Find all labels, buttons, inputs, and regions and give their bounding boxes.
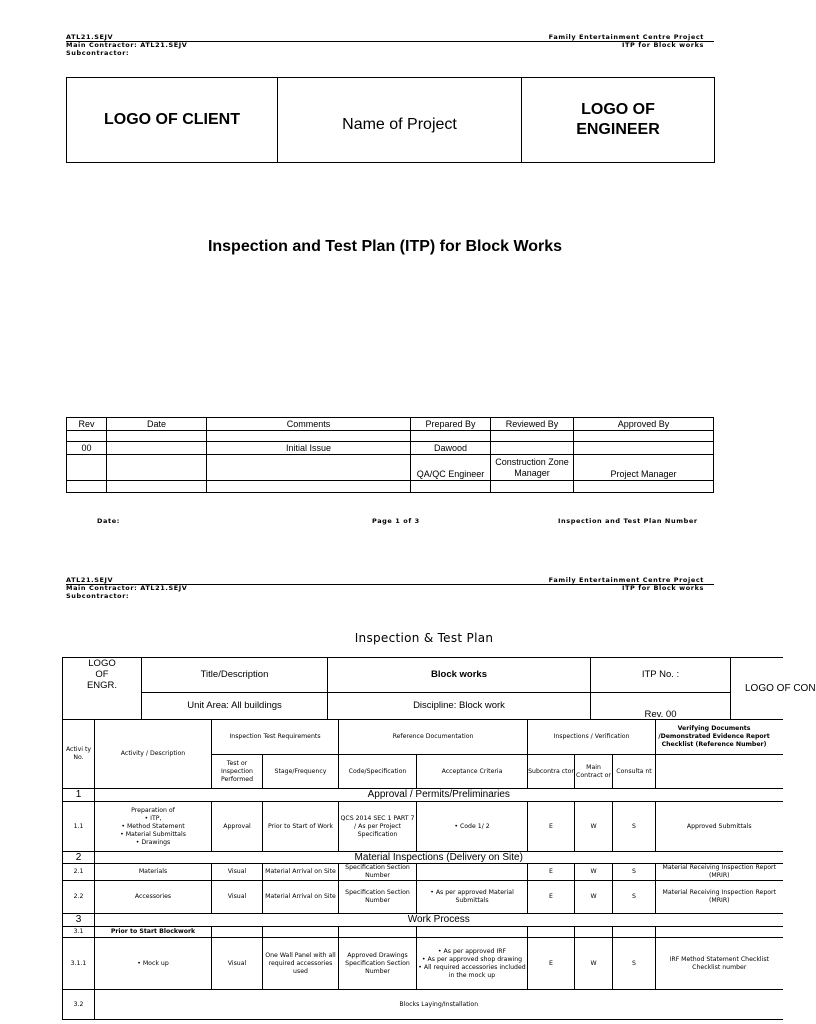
activity-desc	[95, 802, 212, 852]
consultant-code: S	[613, 802, 656, 852]
list-item: • As per approved IRF	[417, 948, 527, 956]
list-item: • ITP,	[95, 815, 211, 823]
activity-desc: Prior to Start Blockwork	[95, 927, 212, 938]
activity-desc-list	[95, 815, 211, 847]
list-item: • Drawings	[95, 839, 211, 847]
rev-header: Rev	[67, 418, 107, 431]
table-row	[67, 481, 714, 493]
consultant-code: S	[613, 938, 656, 990]
subcontractor-code: E	[528, 802, 575, 852]
table-cell	[107, 455, 207, 481]
col-verifying-docs-text: Verifying Documents /Demonstrated Evidence Report Checklist (Reference Number)	[658, 725, 770, 748]
col-main-contractor: Main Contract or	[575, 755, 613, 789]
header-itp-name: ITP for Block works	[622, 584, 704, 592]
code-specification: Approved Drawings Specification Section Number	[339, 938, 417, 990]
list-item: • Method Statement	[95, 823, 211, 831]
table-cell: 00	[67, 442, 107, 455]
stage-frequency: One Wall Panel with all required accessories used	[263, 938, 339, 990]
list-item: • All required accessories included in the mock up	[417, 964, 527, 980]
verifying-document: Approved Submittals	[656, 802, 783, 852]
table-cell: Project Manager	[574, 455, 714, 481]
table-row	[63, 881, 783, 914]
col-verifying-docs	[656, 720, 783, 755]
test-performed: Visual	[212, 938, 263, 990]
approved-by-header: Approved By	[574, 418, 714, 431]
revision-number: Rev. 00	[591, 693, 731, 720]
activity-no: 2.1	[63, 864, 95, 881]
table-cell	[574, 431, 714, 442]
logo-of-contractor	[731, 658, 816, 720]
footer-page: Page 1 of 3	[372, 517, 420, 525]
table-cell	[491, 431, 574, 442]
col-reference-doc: Reference Documentation	[339, 720, 528, 755]
section-title: Approval / Permits/Preliminaries	[95, 789, 783, 802]
logo-of-engr: LOGO OF ENGR.	[63, 658, 142, 720]
logo-of-contractor-text: LOGO OF CON	[745, 682, 816, 694]
main-contractor-code: W	[575, 881, 613, 914]
table-cell	[107, 442, 207, 455]
verifying-document: Material Receiving Inspection Report (MRIR)	[656, 864, 783, 881]
col-verifying-blank	[656, 755, 783, 789]
table-cell	[67, 481, 107, 493]
header-main-contractor: Main Contractor: ATL21.SEJV	[66, 584, 188, 592]
table-cell	[574, 481, 714, 493]
list-item: • As per approved Material Submittals	[417, 889, 527, 905]
logo-of-client: LOGO OF CLIENT	[67, 78, 278, 163]
section-row	[63, 789, 783, 802]
section-title: Material Inspections (Delivery on Site)	[95, 852, 783, 864]
itp-main-table	[62, 719, 783, 1020]
acceptance-criteria	[417, 881, 528, 914]
section-row	[63, 914, 783, 927]
subcontractor-code: E	[528, 881, 575, 914]
section-title: Work Process	[95, 914, 783, 927]
header-subcontractor: Subcontractor:	[66, 49, 130, 57]
table-cell: QA/QC Engineer	[411, 455, 491, 481]
header-project: Family Entertainment Centre Project	[548, 576, 704, 584]
table-row	[67, 442, 714, 455]
table-cell	[207, 455, 411, 481]
col-acceptance-criteria: Acceptance Criteria	[417, 755, 528, 789]
reviewed-by-header: Reviewed By	[491, 418, 574, 431]
col-code-spec: Code/Specification	[339, 755, 417, 789]
table-row	[63, 802, 783, 852]
title-description-value: Block works	[328, 658, 591, 693]
table-cell	[107, 431, 207, 442]
table-cell	[411, 431, 491, 442]
activity-desc	[95, 938, 212, 990]
title-description-label: Title/Description	[142, 658, 328, 693]
table-row	[63, 938, 783, 990]
subcontractor-code: E	[528, 938, 575, 990]
test-performed: Visual	[212, 881, 263, 914]
footer-itp-number: Inspection and Test Plan Number	[558, 517, 698, 525]
acceptance-criteria	[417, 864, 528, 881]
main-contractor-code: W	[575, 864, 613, 881]
section-no: 2	[63, 852, 95, 864]
activity-desc: Accessories	[95, 881, 212, 914]
activity-desc-intro: Preparation of	[131, 806, 175, 814]
stage-frequency: Prior to Start of Work	[263, 802, 339, 852]
header-rule	[66, 41, 714, 42]
project-name: Name of Project	[278, 78, 522, 163]
footer-date: Date:	[97, 517, 120, 525]
header-rule	[66, 584, 714, 585]
col-activity-no: Activi ty No.	[63, 720, 95, 789]
activity-desc: Materials	[95, 864, 212, 881]
test-performed: Visual	[212, 864, 263, 881]
revision-table	[66, 417, 714, 493]
table-cell	[67, 455, 107, 481]
table-cell: Construction Zone Manager	[491, 455, 574, 481]
activity-no: 1.1	[63, 802, 95, 852]
col-activity-desc: Activity / Description	[95, 720, 212, 789]
col-consultant: Consulta nt	[613, 755, 656, 789]
date-header: Date	[107, 418, 207, 431]
table-row	[67, 431, 714, 442]
table-cell: Dawood	[411, 442, 491, 455]
section-row	[63, 852, 783, 864]
code-specification: Specification Section Number	[339, 881, 417, 914]
col-inspection-test-req: Inspection Test Requirements	[212, 720, 339, 755]
stage-frequency: Material Arrival on Site	[263, 881, 339, 914]
logo-table	[66, 77, 715, 163]
table-row	[67, 455, 714, 481]
activity-desc: Blocks Laying/Installation	[95, 990, 783, 1020]
stage-frequency: Material Arrival on Site	[263, 864, 339, 881]
header-company: ATL21.SEJV	[66, 33, 114, 41]
itp-info-table	[62, 657, 816, 720]
table-cell	[411, 481, 491, 493]
discipline: Discipline: Block work	[328, 693, 591, 720]
subcontractor-code: E	[528, 864, 575, 881]
table-cell	[207, 431, 411, 442]
col-test-inspection: Test or Inspection Performed	[212, 755, 263, 789]
consultant-code: S	[613, 864, 656, 881]
table-cell	[491, 481, 574, 493]
section-no: 3	[63, 914, 95, 927]
table-row	[63, 864, 783, 881]
document-title: Inspection and Test Plan (ITP) for Block Works	[207, 238, 563, 255]
prepared-by-header: Prepared By	[411, 418, 491, 431]
col-subcontractor: Subcontra ctor	[528, 755, 575, 789]
list-item: • Material Submittals	[95, 831, 211, 839]
table-cell	[207, 481, 411, 493]
header-subcontractor: Subcontractor:	[66, 592, 130, 600]
activity-no: 3.2	[63, 990, 95, 1020]
itp-no-label: ITP No. :	[591, 658, 731, 693]
table-cell	[574, 442, 714, 455]
col-inspections-verification: Inspections / Verification	[528, 720, 656, 755]
header-itp-name: ITP for Block works	[622, 41, 704, 49]
table-cell	[107, 481, 207, 493]
list-item: • Code 1/ 2	[417, 823, 527, 831]
main-contractor-code: W	[575, 938, 613, 990]
activity-no: 2.2	[63, 881, 95, 914]
acceptance-criteria	[417, 802, 528, 852]
col-stage-frequency: Stage/Frequency	[263, 755, 339, 789]
verifying-document: Material Receiving Inspection Report (MRIR)	[656, 881, 783, 914]
test-performed: Approval	[212, 802, 263, 852]
main-contractor-code: W	[575, 802, 613, 852]
table-cell	[67, 431, 107, 442]
itp-title: Inspection & Test Plan	[354, 631, 494, 645]
header-company: ATL21.SEJV	[66, 576, 114, 584]
activity-no: 3.1.1	[63, 938, 95, 990]
section-no: 1	[63, 789, 95, 802]
page2-header-left	[66, 576, 366, 600]
comments-header: Comments	[207, 418, 411, 431]
acceptance-criteria	[417, 938, 528, 990]
list-item: • Mock up	[95, 960, 211, 968]
table-row	[63, 927, 783, 938]
header-main-contractor: Main Contractor: ATL21.SEJV	[66, 41, 188, 49]
verifying-document: IRF Method Statement Checklist Checklist number	[656, 938, 783, 990]
logo-of-engineer: LOGO OF ENGINEER	[522, 78, 715, 163]
activity-no: 3.1	[63, 927, 95, 938]
list-item: • As per approved shop drawing	[417, 956, 527, 964]
header-project: Family Entertainment Centre Project	[548, 33, 704, 41]
page1-header-left	[66, 33, 366, 57]
table-row	[63, 990, 783, 1020]
table-cell: Initial Issue	[207, 442, 411, 455]
table-cell	[491, 442, 574, 455]
unit-area: Unit Area: All buildings	[142, 693, 328, 720]
code-specification: Specification Section Number	[339, 864, 417, 881]
consultant-code: S	[613, 881, 656, 914]
code-specification: QCS 2014 SEC 1 PART 7 / As per Project Specification	[339, 802, 417, 852]
